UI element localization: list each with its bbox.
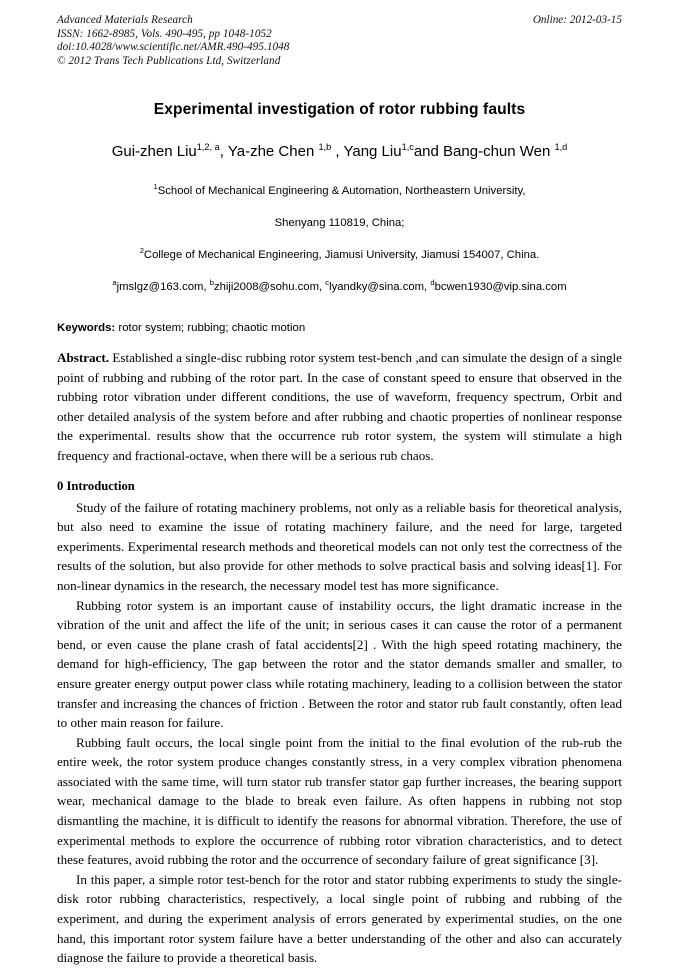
affiliation-text: School of Mechanical Engineering & Automation, Northeastern University, (157, 185, 526, 197)
copyright-line: © 2012 Trans Tech Publications Ltd, Switzerland (57, 54, 281, 67)
email-address[interactable]: zhiji2008@sohu.com (213, 281, 319, 293)
email-separator: , (318, 281, 326, 293)
author-emails (57, 280, 622, 295)
author-affiliation-marker: 1,c (401, 142, 414, 152)
author-name: Gui-zhen Liu (111, 143, 197, 160)
email-separator: , (203, 281, 210, 293)
affiliation-marker: 1 (153, 182, 158, 192)
email-separator: , (424, 281, 431, 293)
abstract-text: Established a single-disc rubbing rotor system test-bench ,and can simulate the design of a single point of rubbing and rubbing of the rotor part. In the case of constant speed to ensure that observed in the rubbing rotor vibration under different conditions, the use of waveform, frequency spectrum, Orbit and other detailed analysis of the system before and after rubbing and chaotic properties of nonlinear response the experimental. results show that the occurrence rub rotor system, the system will stimulate a high frequency and fractional-octave, when there will be a serious rub chaos. (57, 350, 622, 463)
email-address[interactable]: jmslgz@163.com (116, 281, 204, 293)
keywords-label: Keywords: (57, 322, 116, 334)
author-name: Bang-chun Wen (443, 143, 555, 160)
keywords-value: rotor system; rubbing; chaotic motion (115, 322, 306, 334)
affiliation-city (57, 216, 622, 231)
abstract-label: Abstract. (57, 350, 109, 365)
page-title: Experimental investigation of rotor rubbing faults (153, 101, 526, 118)
affiliation-text: Shenyang 110819, China; (274, 217, 405, 229)
body-paragraph: In this paper, a simple rotor test-bench for the rotor and stator rubbing experiments to study the single-disk rotor rubbing characteristics, respectively, a local single point of rubbing and rubbing of the experiment, and during the experiment analysis of errors generated by experimental studies, on the one hand, this important rotor system failure have a better understanding of the other and also can accurately diagnose the failure to provide a theoretical basis. (57, 871, 622, 966)
email-marker: a (112, 278, 117, 288)
section-heading-introduction: 0 Introduction (57, 478, 135, 493)
email-marker: d (430, 278, 435, 288)
online-date: Online: 2012-03-15 (532, 14, 622, 26)
author-separator: , (219, 143, 228, 160)
journal-name: Advanced Materials Research (57, 14, 193, 26)
publication-header (57, 14, 622, 76)
section-body (57, 498, 622, 968)
abstract-block (57, 348, 622, 466)
body-paragraph: Rubbing rotor system is an important cause of instability occurs, the light dramatic increase in the vibration of the unit and affect the life of the unit; in serious cases it can cause the rotor of a permanent bend, or even cause the plane crash of fatal accidents[2] . With the high speed rotating machinery, the demand for high-efficiency, The gap between the rotor and the stator demands smaller and smaller, to ensure greater energy output power class while rotating machinery, leading to a collision between the stator transfer and increasing the chances of friction . Between the rotor and stator rub fault constantly, often lead to other main reason for failure. (57, 597, 622, 731)
affiliation-text: College of Mechanical Engineering, Jiamusi University, Jiamusi 154007, China. (143, 249, 540, 261)
keywords-line (57, 321, 622, 336)
author-affiliation-marker: 1,d (554, 142, 568, 152)
email-marker: b (209, 278, 214, 288)
author-name: Yang Liu (343, 143, 402, 160)
affiliation-1 (57, 184, 622, 199)
author-affiliation-marker: 1,b (318, 142, 332, 152)
body-paragraph: Rubbing fault occurs, the local single point from the initial to the final evolution of the rub-rub the entire week, the rotor system produce changes constantly stress, in a very complex vibration phenomena associated with the same time, will turn stator rub transfer stator gap further increases, the bearing support wear, mechanical damage to the blade to break even failure. As often happens in rubbing not stop dismantling the machine, it is difficult to identify the reasons for abnormal vibration. Therefore, the use of experimental methods to explore the occurrence of rubbing rotor vibration characteristics, and to detect these features, avoid rubbing the rotor and the occurrence of secondary failure of great significance [3]. (57, 734, 622, 868)
author-separator: and (413, 143, 444, 160)
body-paragraph: Study of the failure of rotating machinery problems, not only as a reliable basis for theoretical analysis, but also need to examine the issue of rotating machinery failure, and the need for large, targeted experiments. Experimental research methods and theoretical models can not only test the correctness of the results of the solution, but also provide for other methods to solve practical basis and solving ideas[1]. For non-linear dynamics in the research, the necessary model test has more significance. (57, 499, 622, 593)
affiliation-2 (57, 248, 622, 263)
page-content (57, 14, 622, 968)
email-marker: c (325, 278, 330, 288)
doi-line: doi:10.4028/www.scientific.net/AMR.490-495.1048 (57, 41, 290, 54)
email-address[interactable]: bcwen1930@vip.sina.com (434, 281, 567, 293)
author-name: Ya-zhe Chen (227, 143, 319, 160)
author-separator: , (331, 143, 344, 160)
issn-line: ISSN: 1662-8985, Vols. 490-495, pp 1048-1052 (57, 27, 272, 40)
author-list (57, 142, 622, 162)
affiliation-marker: 2 (139, 246, 144, 256)
author-affiliation-marker: 1,2, a (196, 142, 220, 152)
email-address[interactable]: lyandky@sina.com (329, 281, 425, 293)
